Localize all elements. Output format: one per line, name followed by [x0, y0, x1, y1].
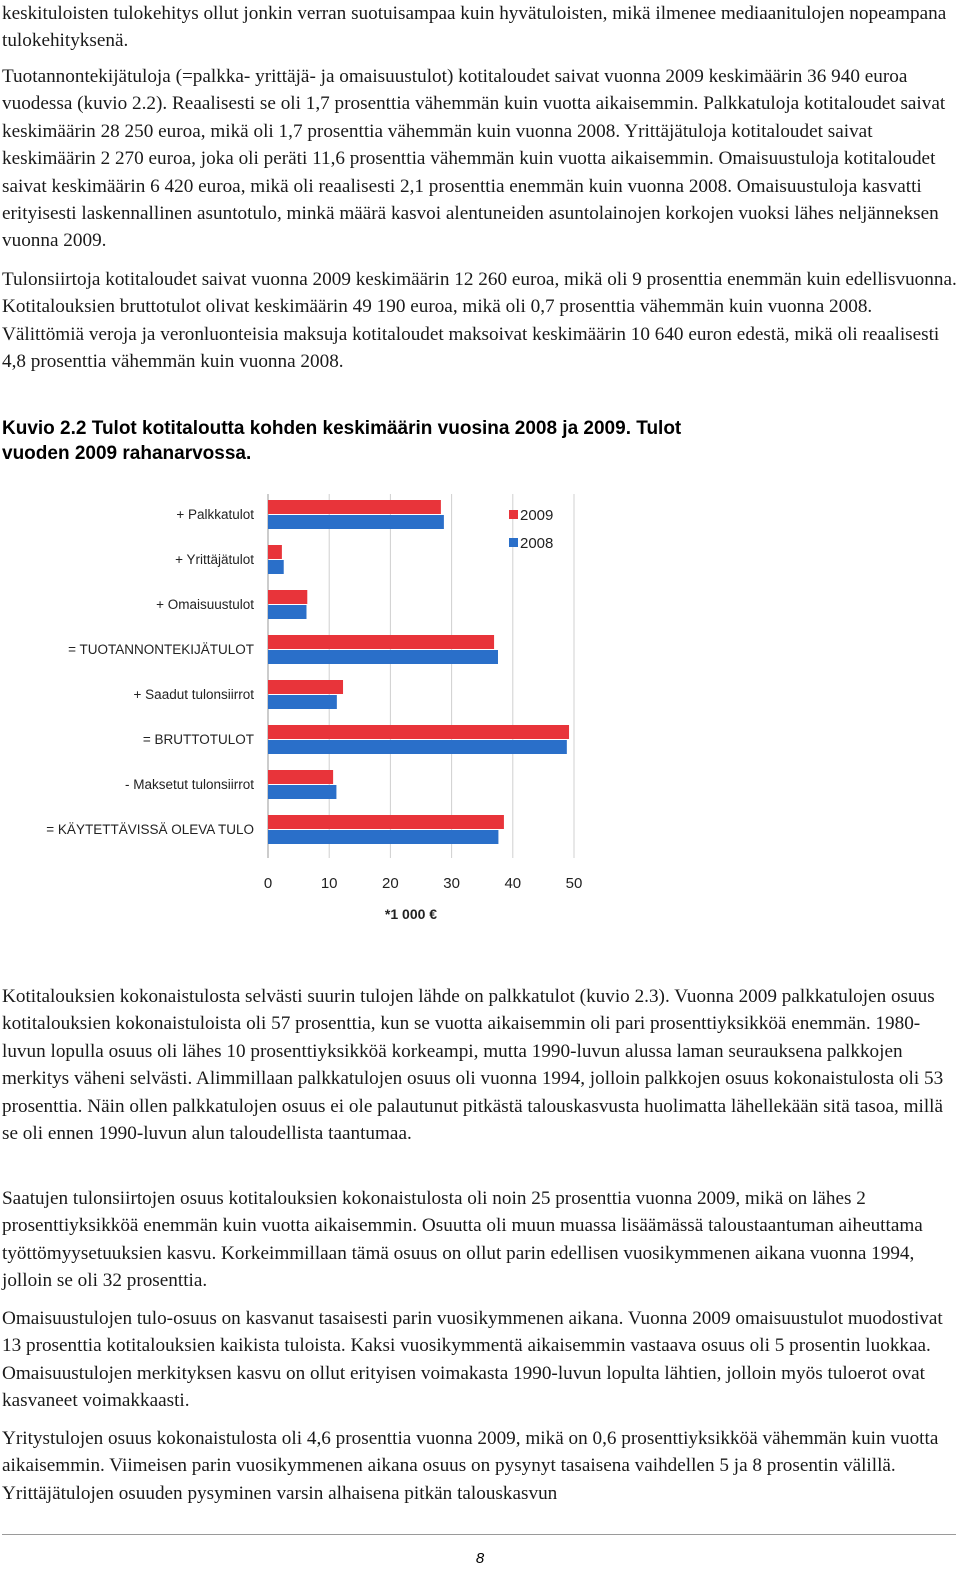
- bar-2008: [268, 830, 498, 844]
- chart-legend: [509, 507, 553, 552]
- category-label: + Yrittäjätulot: [175, 552, 254, 567]
- bar-2009: [268, 725, 569, 739]
- footer-divider: [2, 1534, 956, 1535]
- paragraph-2: Tuotannontekijätuloja (=palkka- yrittäjä- ja omaisuustulot) kotitaloudet saivat vuonna 2009 keskimäärin 36 940 euroa vuodessa (kuvio 2.2). Reaalisesti se oli 1,7 prosenttia vähemmän kuin vuotta aikaisemmin. Palkkatuloja kotitaloudet saivat keskimäärin 28 250 euroa, mikä oli 1,7 prosenttia vähemmän kuin vuonna 2008. Yrittäjätuloja kotitaloudet saivat keskimäärin 2 270 euroa, joka oli peräti 11,6 prosenttia vähemmän kuin vuotta aikaisemmin. Omaisuustuloja kotitaloudet saivat keskimäärin 6 420 euroa, mikä oli reaalisesti 2,1 prosenttia enemmän kuin vuonna 2008. Omaisuustuloja kasvatti erityisesti laskennallinen asuntotulo, minkä määrä kasvoi alentuneiden asuntolainojen korkojen vuoksi lähes neljänneksen vuonna 2009.: [2, 66, 946, 252]
- legend-label-2008: 2008: [520, 535, 554, 552]
- legend-swatch-2008: [509, 538, 518, 547]
- bar-2009: [268, 635, 494, 649]
- chart-category-labels: [46, 507, 254, 837]
- paragraph-1: keskituloisten tulokehitys ollut jonkin verran suotuisampaa kuin hyvätuloisten, mikä ilmenee mediaanitulojen nopeampana tulokehityksenä.: [2, 3, 947, 52]
- paragraph-6: Omaisuustulojen tulo-osuus on kasvanut tasaisesti parin vuosikymmenen aikana. Vuonna 2009 omaisuustulot muodostivat 13 prosenttia kotitalouksien kaikista tuloista. Kaksi vuosikymmentä aikaisemmin vastaava osuus oli 5 prosentin luokkaa. Omaisuustulojen merkityksen kasvu on ollut erityisen voimakasta 1990-luvun lopulta lähtien, jolloin myös tuloerot ovat kasvaneet voimakkaasti.: [2, 1308, 943, 1412]
- category-label: + Saadut tulonsiirrot: [133, 687, 254, 702]
- bar-2008: [268, 785, 336, 799]
- bar-2008: [268, 605, 306, 619]
- bar-2008: [268, 650, 498, 664]
- x-tick-label: 0: [263, 875, 273, 892]
- figure-caption: Kuvio 2.2 Tulot kotitaloutta kohden keskimäärin vuosina 2008 ja 2009. Tulot vuoden 2009 rahanarvossa.: [2, 418, 682, 464]
- category-label: = KÄYTETTÄVISSÄ OLEVA TULO: [46, 822, 254, 837]
- x-tick-label: 20: [382, 875, 399, 892]
- x-tick-label: 50: [565, 875, 583, 892]
- bar-2008: [268, 515, 444, 529]
- category-label: - Maksetut tulonsiirrot: [124, 777, 254, 792]
- x-tick-label: 10: [320, 875, 338, 892]
- bar-2008: [268, 695, 337, 709]
- legend-swatch-2009: [509, 510, 518, 519]
- category-label: + Palkkatulot: [176, 507, 254, 522]
- bar-2009: [268, 545, 282, 559]
- paragraph-3: Tulonsiirtoja kotitaloudet saivat vuonna 2009 keskimäärin 12 260 euroa, mikä oli 9 prosenttia enemmän kuin edellisvuonna. Kotitalouksien bruttotulot olivat keskimäärin 49 190 euroa, mikä oli 0,7 prosenttia vähemmän kuin vuonna 2008. Välittömiä veroja ja veronluonteisia maksuja kotitaloudet maksoivat keskimäärin 10 640 euron edestä, mikä oli reaalisesti 4,8 prosenttia vähemmän kuin vuonna 2008.: [2, 269, 957, 373]
- category-label: = TUOTANNONTEKIJÄTULOT: [68, 642, 254, 657]
- chart-x-tick-labels: [264, 875, 583, 892]
- paragraph-7: Yritystulojen osuus kokonaistulosta oli 4,6 prosenttia vuonna 2009, mikä on 0,6 prosenttiyksikköä vähemmän kuin vuotta aikaisemmin. Viimeisen parin vuosikymmenen aikana osuus on pysynyt tasaisena vaihdellen 5 ja 8 prosentin välillä. Yrittäjätulojen osuuden pysyminen varsin alhaisena pitkän talouskasvun: [2, 1428, 939, 1504]
- bar-2009: [268, 815, 504, 829]
- bar-2009: [268, 680, 343, 694]
- bar-2009: [268, 590, 307, 604]
- income-bar-chart: [0, 480, 620, 930]
- chart-x-axis-label: *1 000 €: [384, 906, 438, 922]
- page-number: 8: [475, 1550, 485, 1567]
- bar-2008: [268, 560, 284, 574]
- bar-2009: [268, 500, 441, 514]
- paragraph-4: Kotitalouksien kokonaistulosta selvästi suurin tulojen lähde on palkkatulot (kuvio 2.3). Vuonna 2009 palkkatulojen osuus kotitalouksien kokonaistuloista oli 57 prosenttia, kun se vuotta aikaisemmin oli pari prosenttiyksikköä enemmän. 1980-luvun lopulla osuus oli lähes 10 prosenttiyksikköä korkeampi, mutta 1990-luvun alussa laman seurauksena palkkojen merkitys väheni selvästi. Alimmillaan palkkatulojen osuus oli vuonna 1994, jolloin palkkojen osuus kokonaistulosta oli 53 prosenttia. Näin ollen palkkatulojen osuus ei ole palautunut pitkästä talouskasvusta huolimatta lähellekään sitä tasoa, millä se oli ennen 1990-luvun alun taloudellista taantumaa.: [2, 986, 944, 1145]
- category-label: = BRUTTOTULOT: [142, 732, 254, 747]
- bar-2009: [268, 770, 333, 784]
- bar-2008: [268, 740, 567, 754]
- category-label: + Omaisuustulot: [156, 597, 254, 612]
- paragraph-5: Saatujen tulonsiirtojen osuus kotitalouksien kokonaistulosta oli noin 25 prosenttia vuonna 2009, mikä on lähes 2 prosenttiyksikköä enemmän kuin vuotta aikaisemmin. Osuutta oli muun muassa lisäämässä taloustaantuman aiheuttama työttömyysetuuksien kasvu. Korkeimmillaan tämä osuus on ollut parin edellisen vuosikymmenen aikana vuonna 1994, jolloin se oli 32 prosenttia.: [2, 1188, 923, 1292]
- legend-label-2009: 2009: [520, 507, 554, 524]
- x-tick-label: 40: [504, 875, 522, 892]
- x-tick-label: 30: [443, 875, 460, 892]
